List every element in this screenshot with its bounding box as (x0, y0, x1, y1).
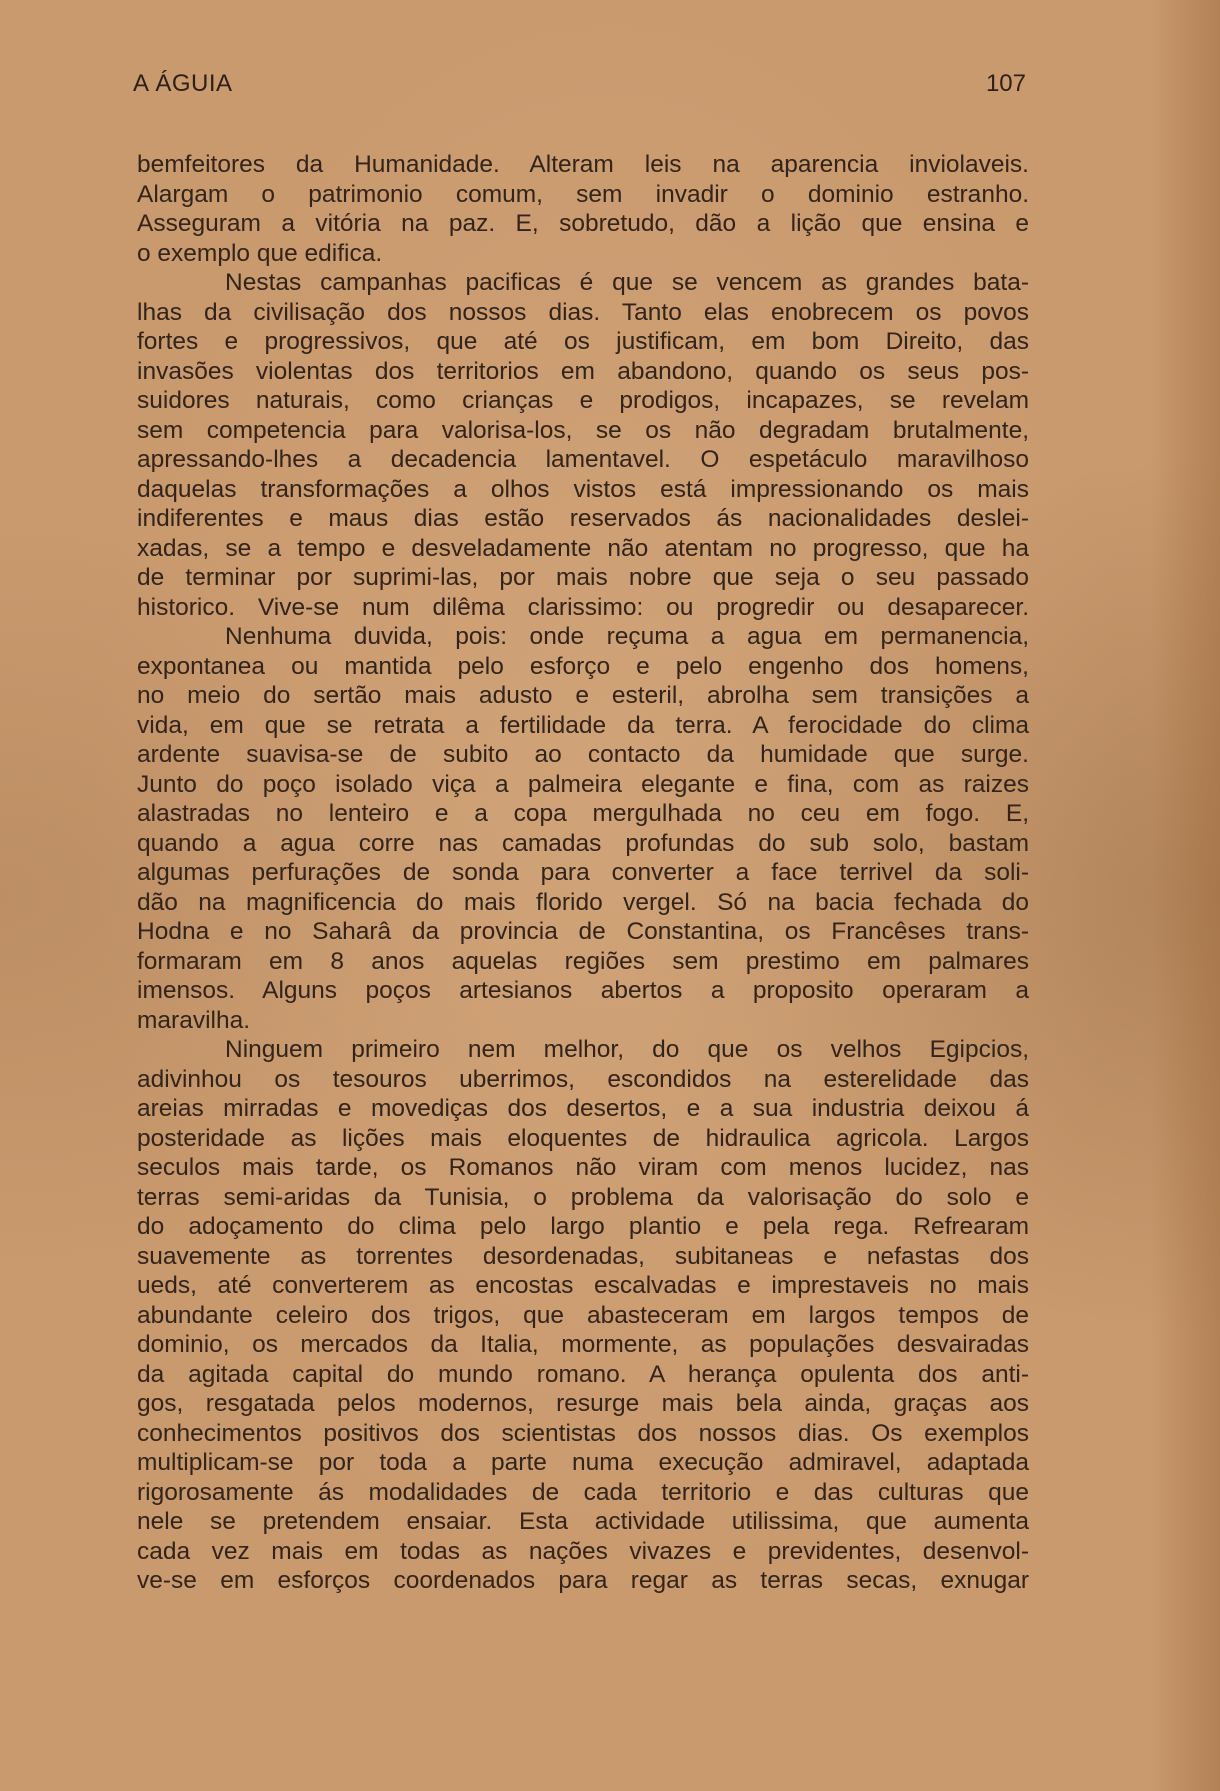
text-line: seculos mais tarde, os Romanos não viram com menos lucidez, nas (137, 1154, 1029, 1181)
text-line: quando a agua corre nas camadas profundas do sub solo, bastam (137, 829, 1029, 857)
text-line: Junto do poço isolado viça a palmeira elegante e fina, com as raizes (137, 770, 1029, 798)
text-line: Asseguram a vitória na paz. E, sobretudo, dão a lição que ensina e (137, 210, 1029, 237)
text-line: dão na magnificencia do mais florido vergel. Só na bacia fechada do (137, 888, 1029, 916)
text-line: no meio do sertão mais adusto e esteril, abrolha sem transições a (137, 682, 1029, 709)
text-line: sem competencia para valorisa-los, se os não degradam brutalmente, (137, 416, 1029, 444)
page-number: 107 (985, 70, 1026, 97)
body-text (137, 150, 1029, 1596)
text-line: ve-se em esforços coordenados para regar as terras secas, exnugar (137, 1567, 1029, 1594)
text-line: Hodna e no Saharâ da provincia de Constantina, os Francêses trans- (137, 918, 1029, 945)
text-line: Ninguem primeiro nem melhor, do que os velhos Egipcios, (225, 1036, 1029, 1063)
text-line: Nestas campanhas pacificas é que se vencem as grandes bata- (225, 269, 1029, 296)
page-header (133, 70, 1026, 104)
text-line: nele se pretendem ensaiar. Esta actividade utilissima, que aumenta (137, 1508, 1029, 1535)
text-line: imensos. Alguns poços artesianos abertos a proposito operaram a (137, 977, 1029, 1004)
text-line: adivinhou os tesouros uberrimos, escondidos na esterelidade das (137, 1065, 1029, 1093)
text-line: de terminar por suprimi-las, por mais nobre que seja o seu passado (137, 564, 1029, 591)
text-line: historico. Vive-se num dilêma clarissimo: ou progredir ou desaparecer. (137, 593, 1029, 621)
text-line: terras semi-aridas da Tunisia, o problema da valorisação do solo e (137, 1183, 1029, 1211)
text-line: ueds, até converterem as encostas escalvadas e imprestaveis no mais (137, 1272, 1029, 1299)
text-line: algumas perfurações de sonda para converter a face terrivel da soli- (137, 859, 1029, 886)
text-line: alastradas no lenteiro e a copa mergulhada no ceu em fogo. E, (137, 800, 1029, 827)
text-line: maravilha. (137, 1006, 251, 1034)
text-line: ardente suavisa-se de subito ao contacto da humidade que surge. (137, 741, 1029, 768)
text-line: daquelas transformações a olhos vistos está impressionando os mais (137, 475, 1029, 503)
text-line: lhas da civilisação dos nossos dias. Tanto elas enobrecem os povos (137, 298, 1029, 326)
text-line: expontanea ou mantida pelo esforço e pelo engenho dos homens, (137, 652, 1029, 680)
text-line: suidores naturais, como crianças e prodigos, incapazes, se revelam (137, 387, 1029, 414)
text-line: do adoçamento do clima pelo largo plantio e pela rega. Refrearam (137, 1213, 1029, 1240)
text-line: abundante celeiro dos trigos, que abasteceram em largos tempos de (137, 1301, 1029, 1329)
text-line: areias mirradas e movediças dos desertos, e a sua industria deixou á (137, 1095, 1029, 1122)
page-edge-shadow (1150, 0, 1220, 1791)
text-line: rigorosamente ás modalidades de cada territorio e das culturas que (137, 1478, 1029, 1506)
text-line: posteridade as lições mais eloquentes de hidraulica agricola. Largos (137, 1124, 1029, 1152)
text-line: cada vez mais em todas as nações vivazes e previdentes, desenvol- (137, 1537, 1029, 1565)
text-line: bemfeitores da Humanidade. Alteram leis na aparencia inviolaveis. (137, 151, 1029, 178)
running-title: A ÁGUIA (133, 70, 233, 97)
text-line: xadas, se a tempo e desveladamente não atentam no progresso, que ha (137, 534, 1029, 562)
text-line: indiferentes e maus dias estão reservados ás nacionalidades deslei- (137, 505, 1029, 532)
text-line: formaram em 8 anos aquelas regiões sem prestimo em palmares (137, 947, 1029, 975)
text-line: da agitada capital do mundo romano. A herança opulenta dos anti- (137, 1360, 1029, 1388)
text-line: suavemente as torrentes desordenadas, subitaneas e nefastas dos (137, 1242, 1029, 1270)
text-line: invasões violentas dos territorios em abandono, quando os seus pos- (137, 357, 1029, 385)
text-line: dominio, os mercados da Italia, mormente, as populações desvairadas (137, 1331, 1029, 1358)
text-line: conhecimentos positivos dos scientistas dos nossos dias. Os exemplos (137, 1419, 1029, 1447)
text-line: vida, em que se retrata a fertilidade da terra. A ferocidade do clima (137, 711, 1029, 739)
text-line: fortes e progressivos, que até os justificam, em bom Direito, das (137, 328, 1029, 355)
text-line: o exemplo que edifica. (137, 239, 383, 267)
text-line: apressando-lhes a decadencia lamentavel. O espetáculo maravilhoso (137, 446, 1029, 473)
text-line: Nenhuma duvida, pois: onde reçuma a agua em permanencia, (225, 623, 1029, 650)
text-line: gos, resgatada pelos modernos, resurge mais bela ainda, graças aos (137, 1390, 1029, 1417)
text-line: Alargam o patrimonio comum, sem invadir o dominio estranho. (137, 180, 1029, 208)
text-line: multiplicam-se por toda a parte numa execução admiravel, adaptada (137, 1449, 1029, 1476)
